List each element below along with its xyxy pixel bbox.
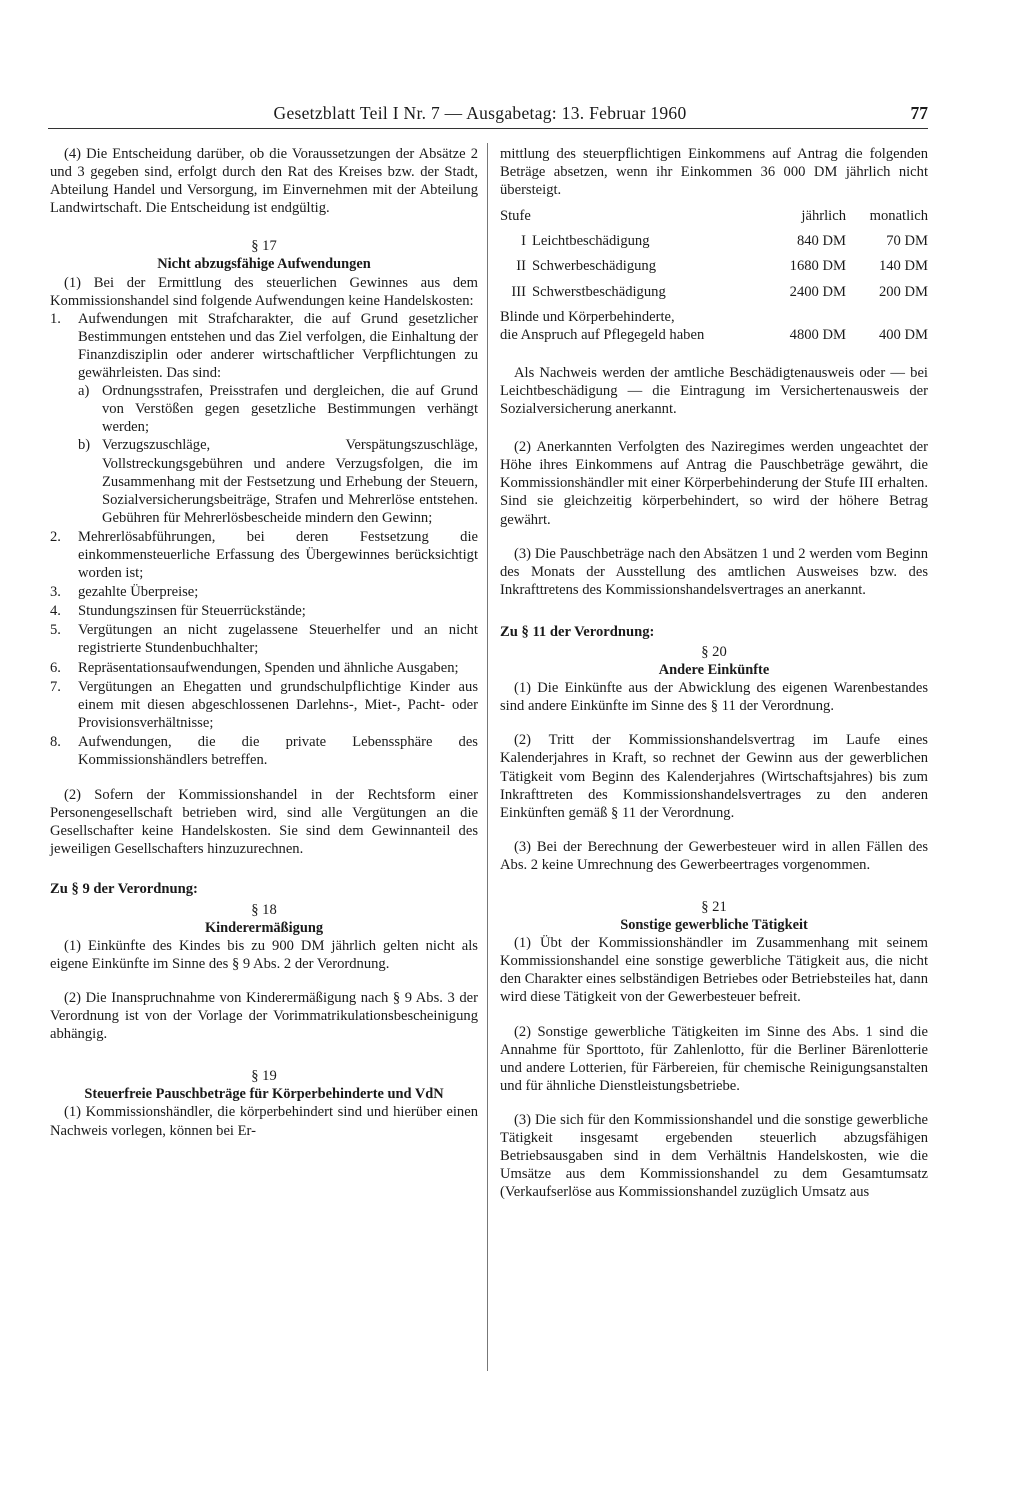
list-item: 3. gezahlte Überpreise; [50, 584, 199, 601]
list-item: 4. Stundungszinsen für Steuerrückstände; [50, 603, 306, 620]
column-header-stufe: Stufe [500, 208, 531, 225]
section-17-sublist [78, 382, 478, 527]
section-18-number: § 18 [251, 901, 277, 918]
page-number: 77 [910, 103, 928, 123]
paragraph-16-4: (4) Die Entscheidung darüber, ob die Voraussetzungen der Absätze 2 und 3 gegeben sind, erfolgt durch den Rat des Kreises bzw. der Stadt, Abteilung Handel und Versorgung, im Einvernehmen mit der Abteilung Landwirtschaft. Die Entscheidung ist endgültig. [50, 146, 478, 217]
heading-zu-11: Zu § 11 der Verordnung: [500, 623, 655, 640]
paragraph-17-2: (2) Sofern der Kommissionshandel in der Rechtsform einer Personengesellschaft betrieben wird, sind alle Vergütungen an die Gesellschafter keine Handelskosten. Sie sind dem Gewinnanteil des jeweiligen Gesellschafters hinzuzurechnen. [50, 787, 478, 858]
left-column [50, 145, 478, 1140]
heading-zu-9: Zu § 9 der Verordnung: [50, 881, 198, 898]
list-item: 7. Vergütungen an Ehegatten und grundschulpflichtige Kinder aus einem mit diesen abgeschlossenen Darlehns-, Miet-, Pacht- oder Provisionsverhältnisse; [50, 678, 478, 731]
table-row: Blinde und Körperbehinderte, die Anspruch auf Pflegegeld haben 4800 DM 400 DM [500, 308, 928, 343]
header-title: Gesetzblatt Teil I Nr. 7 — Ausgabetag: 13. Februar 1960 [273, 103, 687, 123]
paragraph-20-3: (3) Bei der Berechnung der Gewerbesteuer wird in allen Fällen des Abs. 2 keine Umrechnung des Gewerbeertrages vorgenommen. [500, 838, 928, 873]
paragraph-21-1: (1) Übt der Kommissionshändler im Zusammenhang mit seinem Kommissionshandel eine sonstige gewerbliche Tätigkeit aus, die nicht den Charakter eines selbständigen Betriebes oder Betriebsteiles hat, dann wird diese Tätigkeit von der Gewerbesteuer befreit. [500, 935, 928, 1006]
list-item: 8. Aufwendungen, die die private Lebenssphäre des Kommissionshändlers betreffen. [50, 733, 478, 768]
section-17-number: § 17 [251, 238, 277, 255]
list-item: 2. Mehrerlösabführungen, bei deren Festsetzung die einkommensteuerliche Erfassung des Übergewinnes berücksichtigt worden ist; [50, 528, 478, 582]
paragraph-19-1-continued: mittlung des steuerpflichtigen Einkommens auf Antrag die folgenden Beträge absetzen, wenn ihr Einkommen 36 000 DM jährlich nicht übersteigt. [500, 146, 928, 199]
section-17-title: Nicht abzugsfähige Aufwendungen [157, 256, 371, 273]
column-header-jaehrlich: jährlich [801, 208, 846, 225]
paragraph-20-1: (1) Die Einkünfte aus der Abwicklung des eigenen Warenbestandes sind andere Einkünfte im Sinne des § 11 der Verordnung. [500, 680, 928, 715]
list-item: 5. Vergütungen an nicht zugelassene Steuerhelfer und an nicht registrierte Stundenbuchhalter; [50, 622, 478, 657]
pauschbetrag-table [500, 207, 928, 348]
paragraph-19-1: (1) Kommissionshändler, die körperbehindert sind und hierüber einen Nachweis vorlegen, können bei Er- [50, 1104, 478, 1139]
list-item: a) Ordnungsstrafen, Preisstrafen und dergleichen, die auf Grund von Verstößen gegen gesetzliche Bestimmungen verhängt werden; [78, 383, 478, 436]
paragraph-20-2: (2) Tritt der Kommissionshandelsvertrag im Laufe eines Kalenderjahres in Kraft, so rechnet der Gewinn aus der gewerblichen Tätigkeit vom Beginn des Kalenderjahres (Wirtschaftsjahres) bis zum Inkrafttreten des Kommissionshandelsvertrages zu den anderen Einkünften gemäß § 11 der Verordnung. [500, 732, 928, 821]
section-20-number: § 20 [701, 643, 727, 660]
paragraph-17-1: (1) Bei der Ermittlung des steuerlichen Gewinnes aus dem Kommissionshandel sind folgende Aufwendungen keine Handelskosten: [50, 274, 478, 309]
table-row: III Schwerstbeschädigung 2400 DM 200 DM [511, 283, 928, 300]
page-header [50, 103, 928, 127]
paragraph-19-2: (2) Anerkannten Verfolgten des Naziregimes werden ungeachtet der Höhe ihres Einkommens auf Antrag die Pauschbeträge gewährt, die Kommissionshändler mit einer Körperbehinderung der Stufe III erhalten. Sind sie gleichzeitig körperbehindert, so wird der höhere Betrag gewährt. [500, 439, 928, 528]
section-21-number: § 21 [701, 899, 727, 915]
section-18-title: Kinderermäßigung [204, 919, 324, 936]
table-header-row [500, 207, 928, 229]
list-item: 1. Aufwendungen mit Strafcharakter, die auf Grund gesetzlicher Bestimmungen entstehen und das Ziel verfolgen, die Einhaltung der Finanzdisziplin oder anderer wirtschaftlicher Verpflichtungen zu gewährleisten. Das sind: a) Ordnungsstrafen, Preisstrafen und dergleichen, die auf Grund von Verstößen gegen gesetzliche Bestimmungen verhängt werden; b) Verzugszuschläge, Verspätungszuschläge, Vollstreckungsgebühren und andere Verzugsfolgen, die im Zusammenhang mit der Festsetzung und Erhebung der Steuern, Sozialversicherungsbeiträge, Strafen und Mehrerlöse entstehen. Gebühren für Mehrerlösbescheide mindern den Gewinn; [50, 310, 478, 526]
header-rule [48, 128, 928, 129]
list-item: 6. Repräsentationsaufwendungen, Spenden und ähnliche Ausgaben; [50, 659, 459, 676]
paragraph-18-2: (2) Die Inanspruchnahme von Kinderermäßigung nach § 9 Abs. 3 der Verordnung ist von der Vorlage der Vorimmatrikulationsbescheinigung abhängig. [50, 989, 478, 1043]
column-divider [487, 143, 488, 1371]
paragraph-18-1: (1) Einkünfte des Kindes bis zu 900 DM jährlich gelten nicht als eigene Einkünfte im Sinne des § 9 Abs. 2 der Verordnung. [50, 937, 478, 972]
section-21-title: Sonstige gewerbliche Tätigkeit [620, 917, 808, 934]
paragraph-21-2: (2) Sonstige gewerbliche Tätigkeiten im Sinne des Abs. 1 sind die Annahme für Sporttoto, für Zahlenlotto, für die Berliner Bärenlotterie und andere Lotterien, für Färbereien, für chemische Reinigungsanstalten und für ähnliche Dienstleistungsbetriebe. [500, 1023, 928, 1094]
section-17-list [50, 310, 478, 769]
table-row: I Leichtbeschädigung 840 DM 70 DM [521, 233, 928, 250]
paragraph-19-3: (3) Die Pauschbeträge nach den Absätzen 1 und 2 werden vom Beginn des Monats der Ausstellung des amtlichen Ausweises bzw. des Inkrafttretens des Kommissionshandelsvertrages an anerkannt. [500, 545, 928, 598]
right-column [500, 145, 928, 1201]
paragraph-nachweis: Als Nachweis werden der amtliche Beschädigtenausweis oder — bei Leichtbeschädigung — die Eintragung im Versichertenausweis der Sozialversicherung anerkannt. [500, 364, 928, 418]
table-row: II Schwerbeschädigung 1680 DM 140 DM [516, 258, 928, 275]
column-header-monatlich: monatlich [869, 208, 928, 225]
section-20-title: Andere Einkünfte [658, 662, 770, 679]
section-19-title: Steuerfreie Pauschbeträge für Körperbehinderte und VdN [84, 1086, 444, 1103]
list-item: b) Verzugszuschläge, Verspätungszuschläge, Vollstreckungsgebühren und andere Verzugsfolgen, die im Zusammenhang mit der Festsetzung und Erhebung der Steuern, Sozialversicherungsbeiträge, Strafen und Mehrerlöse entstehen. Gebühren für Mehrerlösbescheide mindern den Gewinn; [78, 437, 478, 526]
section-19-number: § 19 [251, 1068, 277, 1085]
paragraph-21-3: (3) Die sich für den Kommissionshandel und die sonstige gewerbliche Tätigkeit insgesamt ergebenden steuerlich abzugsfähigen Betriebsausgaben sind in dem Verhältnis Handelskosten, wie die Umsätze aus dem Kommissionshandel zu dem Gesamtumsatz (Verkaufserlöse aus Kommissionshandel zuzüglich Umsatz aus [500, 1111, 928, 1201]
